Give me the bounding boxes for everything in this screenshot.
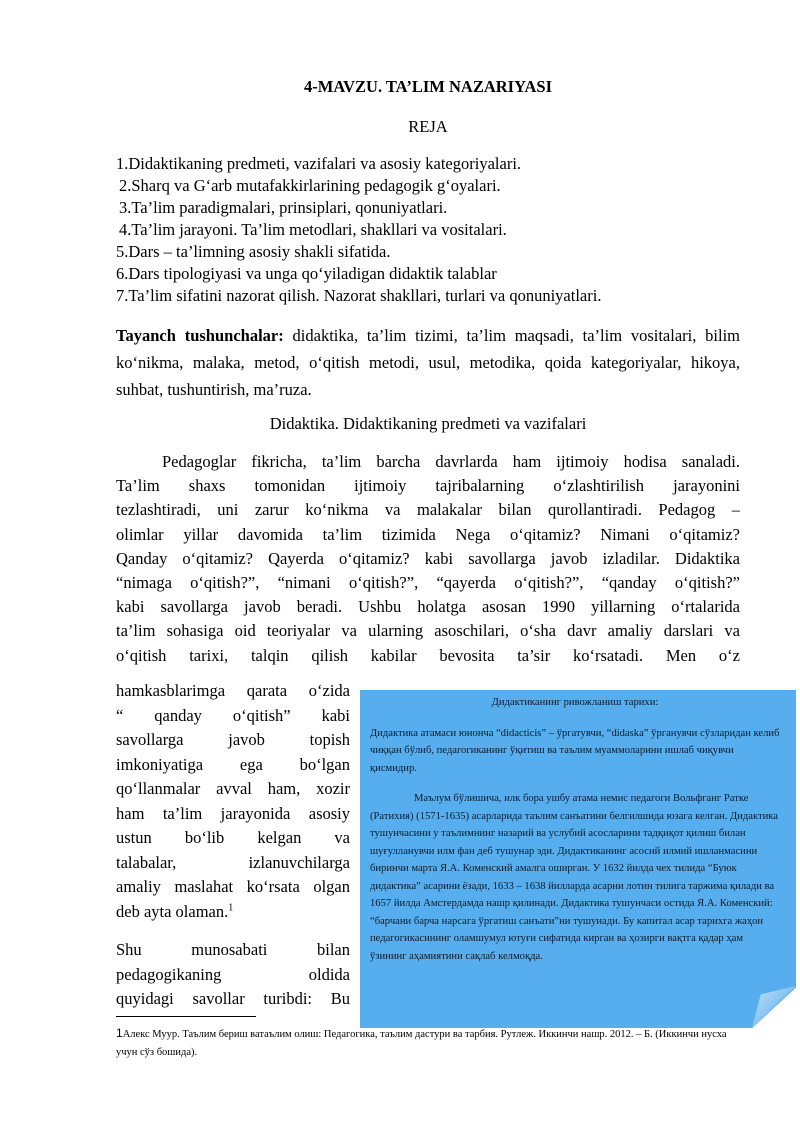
footnote-reference[interactable]: 1 <box>228 902 234 913</box>
plan-item: 2.Sharq va G‘arb mutafakkirlarining pedagogik g‘oyalari. <box>119 176 501 195</box>
body-line: olimlar yillar davomida ta’lim tizimida Nega o‘qitamiz? Nimani o‘qitamiz? <box>116 524 740 544</box>
plan-item: 3.Ta’lim paradigmalari, prinsiplari, qonuniyatlari. <box>119 198 448 217</box>
body-line: quyidagi savollar turibdi: Bu <box>116 989 350 1008</box>
body-line: qo‘llanmalar avval ham, xozir <box>116 779 350 798</box>
footnote-number: 1 <box>116 1026 123 1040</box>
body-paragraph-narrow-2 <box>116 938 350 1012</box>
key-concepts-paragraph <box>116 322 740 403</box>
body-line: kabi savollarga javob beradi. Ushbu holatga asosan 1990 yillarning o‘rtalarida <box>116 597 740 617</box>
body-line: Ta’lim shaxs tomonidan ijtimoiy tajribalarning o‘zlashtirilish jarayonini <box>116 476 740 496</box>
body-line: “nimaga o‘qitish?”, “nimani o‘qitish?”, “qayerda o‘qitish?”, “qanday o‘qitish?” <box>116 573 740 593</box>
plan-item: 6.Dars tipologiyasi va unga qo‘yiladigan didaktik talablar <box>116 264 497 283</box>
body-line: Pedagoglar fikricha, ta’lim barcha davrlarda ham ijtimoiy hodisa sanaladi. <box>162 452 740 471</box>
history-note-content <box>370 694 780 965</box>
body-line: o‘qitish tarixi, talqin qilish kabilar bevosita ta’sir ko‘rsatadi. Men o‘z <box>116 645 740 665</box>
body-line: tezlashtiradi, uni zarur ko‘nikma va malakalar bilan qurollantiradi. Pedagog – <box>116 500 740 520</box>
key-concepts-text: didaktika, ta’lim tizimi, ta’lim maqsadi, ta’lim vositalari, bilim ko‘nikma, malaka, metod, o‘qitish metodi, usul, metodika, qoida kategoriyalar, hikoya, suhbat, tushuntirish, ma’ruza. <box>116 326 740 399</box>
body-line: imkoniyatiga ega bo‘lgan <box>116 754 350 774</box>
body-line-text: deb ayta olaman. <box>116 901 229 921</box>
footnote-separator <box>116 1016 256 1017</box>
key-concepts-label: Tayanch tushunchalar: <box>116 326 284 345</box>
plan-heading: REJA <box>408 117 448 136</box>
body-line: hamkasblarimga qarata o‘zida <box>116 681 350 700</box>
body-line: ta’lim sohasiga oid teoriyalar va ularning asoschilari, o‘sha davr amaliy darslari va <box>116 621 740 641</box>
plan-item: 1.Didaktikaning predmeti, vazifalari va asosiy kategoriyalari. <box>116 154 522 173</box>
plan-item: 5.Dars – ta’limning asosiy shakli sifatida. <box>116 242 391 261</box>
history-note-paragraph: Маълум бўлишича, илк бора ушбу атама немис педагоги Вольфганг Ратке (Ратихия) (1571-1635) асарларида таълим санъатини белгилшида юзага келган. Дидактика тушунчасини у таълимнинг назарий ва услубий асосларини тадқиқот қилиш билан шуғулланувчи илм фан деб тушунар эди. Дидактиканинг асосий илмий ишланмасини биринчи марта Я.А. Коменский амалга оширган. У 1632 йилда чех тилида “Буюк дидактика” асарини ёзади, 1633 – 1638 йилларда асарни лотин тилига таржима қилади ва 1657 йилда Амстердамда нашр қилинади. Дидактика тушунчаси остида Я.А. Коменский: “барчани барча нарсага ўргатиш санъати”ни тушунади. Бу капитал асар тарихга жаҳон педагогикасининг оламшумул ютуғи сифатида кирган ва ҳозирги вақтга қадар ҳам ўзининг аҳамиятини сақлаб келмоқда. <box>370 793 778 962</box>
history-note-title: Дидактиканинг ривожланиш тарихи: <box>491 697 659 708</box>
plan-item: 4.Ta’lim jarayoni. Ta’lim metodlari, shakllari va vositalari. <box>119 220 507 239</box>
footnote <box>116 1024 746 1062</box>
body-line: ham ta’lim jarayonida asosiy <box>116 803 350 823</box>
history-note-paragraph: Дидактика атамаси юнонча “didacticis” – ўргатувчи, “didaska” ўрганувчи сўзларидан келиб чиққан бўлиб, педагогиканинг ўқитиш ва таълим муаммоларини ишлаб чиқувчи қисмидир. <box>370 727 780 774</box>
body-line: Qanday o‘qitamiz? Qayerda o‘qitamiz? kabi savollarga javob izladilar. Didaktika <box>116 548 740 568</box>
body-line: pedagogikaning oldida <box>116 964 350 984</box>
body-line: savollarga javob topish <box>116 730 350 749</box>
section-heading: Didaktika. Didaktikaning predmeti va vazifalari <box>269 414 587 433</box>
body-line: “ qanday o‘qitish” kabi <box>116 705 350 725</box>
plan-item: 7.Ta’lim sifatini nazorat qilish. Nazorat shakllari, turlari va qonuniyatlari. <box>116 286 602 305</box>
body-line: Shu munosabati bilan <box>116 940 350 959</box>
body-paragraph <box>116 450 740 668</box>
body-line: ustun bo‘lib kelgan va <box>116 828 350 847</box>
body-line: talabalar, izlanuvchilarga <box>116 852 350 872</box>
footnote-text: Алекс Муур. Таълим бериш ватаълим олиш: Педагогика, таълим дастури ва тарбия. Рутлеж. Иккинчи нашр. 2012. – Б. (Иккинчи нусха учун сўз бошида). <box>116 1029 727 1058</box>
body-paragraph-narrow <box>116 679 350 924</box>
body-line: amaliy maslahat ko‘rsata olgan <box>116 877 350 896</box>
body-line-last <box>116 900 350 925</box>
plan-list <box>116 153 756 307</box>
document-title: 4-MAVZU. TA’LIM NAZARIYASI <box>304 77 552 96</box>
